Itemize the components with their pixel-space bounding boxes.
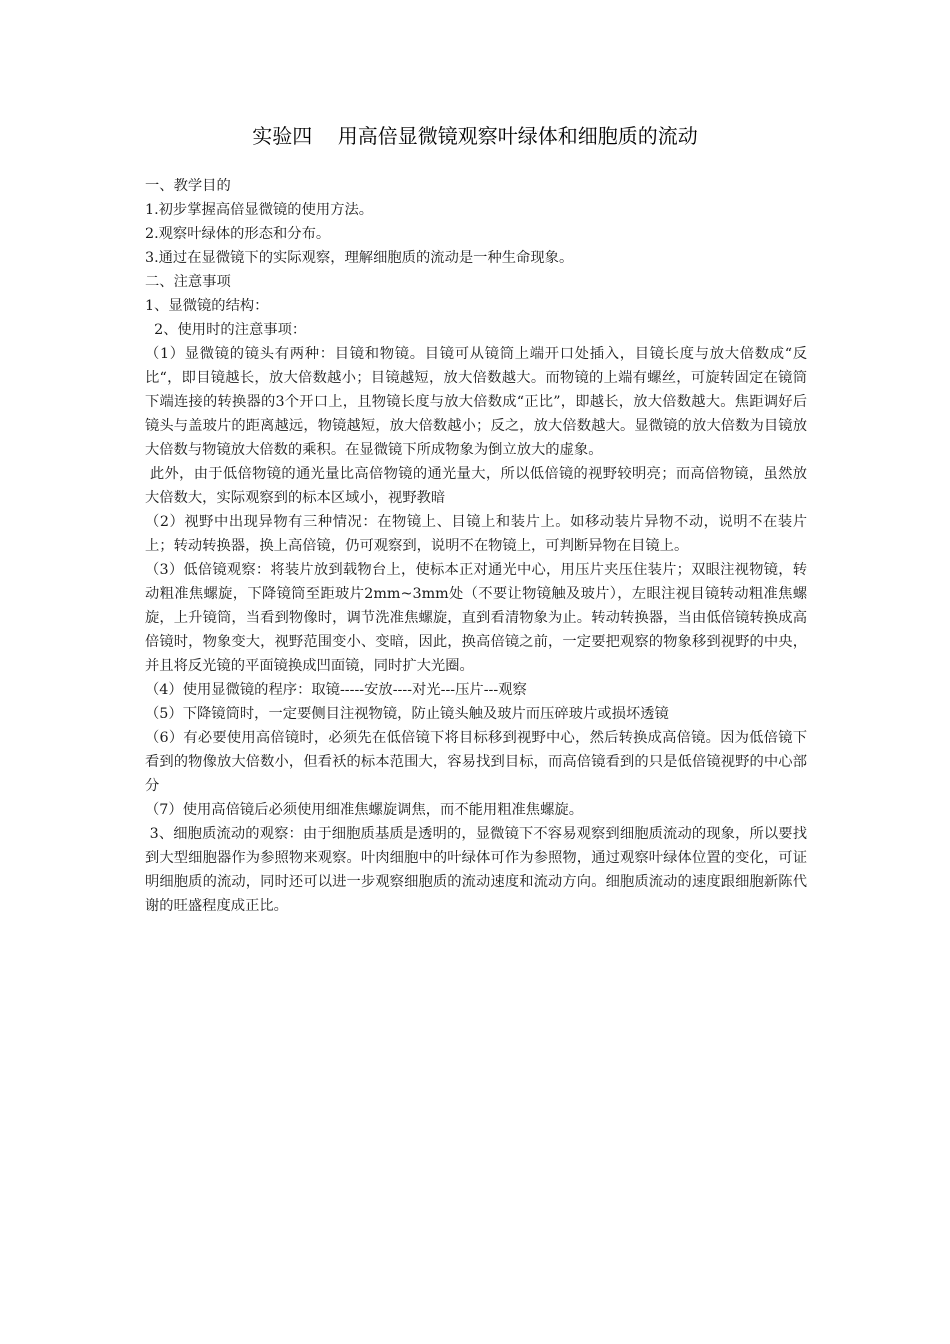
objective-item: 1.初步掌握高倍显微镜的使用方法。	[145, 202, 374, 218]
note-paragraph: （4）使用显微镜的程序：取镜-----安放----对光---压片---观察	[145, 682, 527, 698]
note-paragraph: （5）下降镜筒时，一定要侧目注视物镜，防止镜头触及玻片而压碎玻片或损坏透镜	[145, 706, 669, 722]
note-paragraph: （1）显微镜的镜头有两种：目镜和物镜。目镜可从镜筒上端开口处插入，目镜长度与放大倍数成“反比“，即目镜越长，放大倍数越小；目镜越短，放大倍数越大。而物镜的上端有螺丝，可旋转固定在镜筒下端连接的转换器的3个开口上，且物镜长度与放大倍数成“正比”，即越长，放大倍数越大。焦距调好后镜头与盖玻片的距离越远，物镜越短，放大倍数越小；反之，放大倍数越大。显微镜的放大倍数为目镜放大倍数与物镜放大倍数的乘积。在显微镜下所成物象为倒立放大的虚象。	[145, 346, 807, 458]
objective-item: 2.观察叶绿体的形态和分布。	[145, 226, 331, 242]
document-body	[145, 174, 807, 918]
note-paragraph: （3）低倍镜观察：将装片放到载物台上，使标本正对通光中心，用压片夹压住装片；双眼注视物镜，转动粗准焦螺旋，下降镜筒至距玻片2mm~3mm处（不要让物镜触及玻片），左眼注视目镜转动粗准焦螺旋，上升镜筒，当看到物像时，调节洗准焦螺旋，直到看清物象为止。转动转换器，当由低倍镜转换成高倍镜时，物象变大，视野范围变小、变暗，因此，换高倍镜之前，一定要把观察的物象移到视野的中央，并且将反光镜的平面镜换成凹面镜，同时扩大光圈。	[145, 562, 807, 674]
note-paragraph: （7）使用高倍镜后必须使用细准焦螺旋调焦，而不能用粗准焦螺旋。	[145, 802, 583, 818]
note-paragraph: （6）有必要使用高倍镜时，必须先在低倍镜下将目标移到视野中心，然后转换成高倍镜。因为低倍镜下看到的物像放大倍数小，但看袄的标本范围大，容易找到目标，而高倍镜看到的只是低倍镜视野的中心部分	[145, 730, 807, 794]
note-subheading: 1、显微镜的结构：	[145, 298, 269, 314]
objective-item: 3.通过在显微镜下的实际观察，理解细胞质的流动是一种生命现象。	[145, 250, 574, 266]
note-subheading: 2、使用时的注意事项：	[145, 322, 307, 338]
document-title: 实验四 用高倍显微镜观察叶绿体和细胞质的流动	[252, 124, 698, 148]
note-paragraph: 3、细胞质流动的观察：由于细胞质基质是透明的，显微镜下不容易观察到细胞质流动的现象，所以要找到大型细胞器作为参照物来观察。叶肉细胞中的叶绿体可作为参照物，通过观察叶绿体位置的变化，可证明细胞质的流动，同时还可以进一步观察细胞质的流动速度和流动方向。细胞质流动的速度跟细胞新陈代谢的旺盛程度成正比。	[145, 826, 807, 914]
note-paragraph: （2）视野中出现异物有三种情况：在物镜上、目镜上和装片上。如移动装片异物不动，说明不在装片上；转动转换器，换上高倍镜，仍可观察到，说明不在物镜上，可判断异物在目镜上。	[145, 514, 807, 554]
section-heading-notes: 二、注意事项	[145, 274, 231, 290]
section-heading-objectives: 一、教学目的	[145, 178, 231, 194]
note-paragraph: 此外，由于低倍物镜的通光量比高倍物镜的通光量大，所以低倍镜的视野较明亮；而高倍物镜，虽然放大倍数大，实际观察到的标本区域小，视野教暗	[145, 466, 807, 506]
